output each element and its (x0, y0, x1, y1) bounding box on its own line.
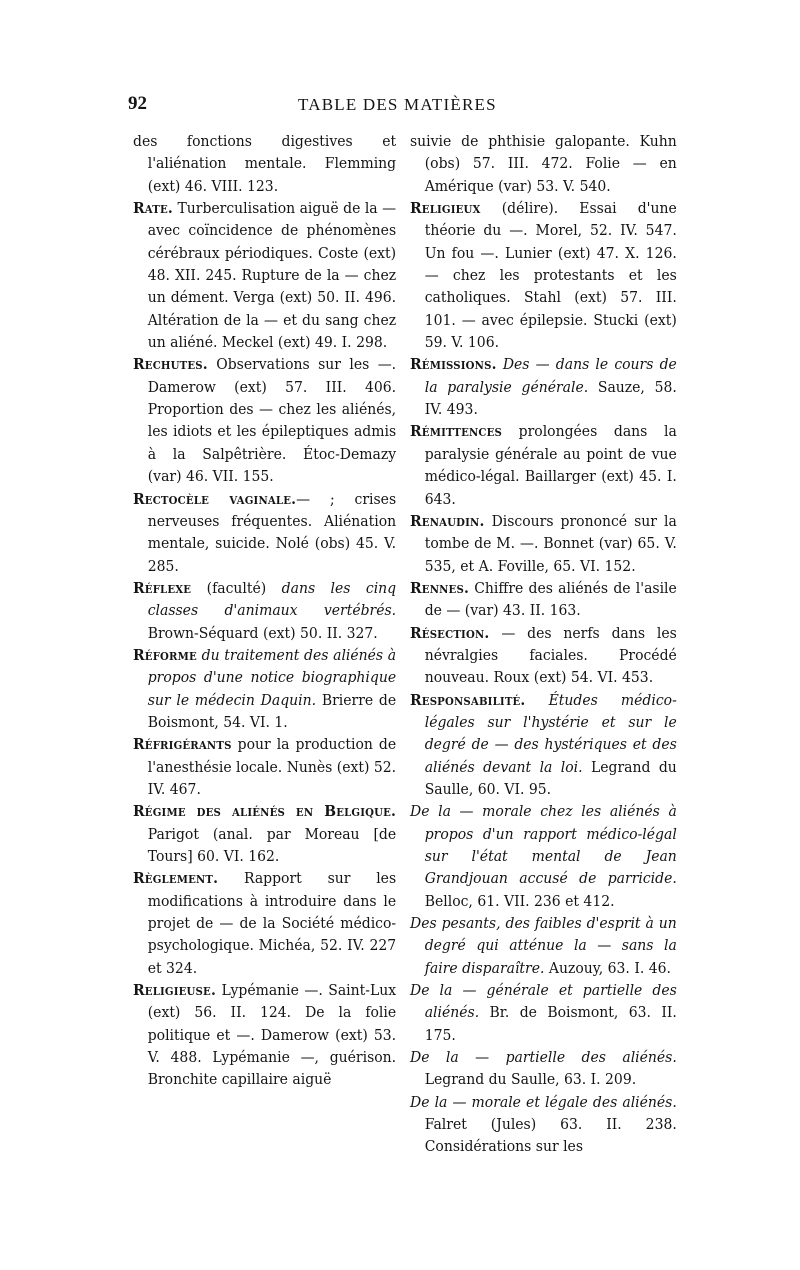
entry-reference: Brierre de Boismont, 54. VI. 1. (147, 690, 397, 731)
entry-reference: Brown-Séquard (ext) 50. II. 327. (147, 623, 378, 642)
entry-headword: Rechutes. (133, 355, 208, 374)
entry-italic-text: dans les cinq classes d'animaux vertébrés. (147, 578, 397, 620)
index-entry (133, 644, 396, 733)
entry-headword: Responsabilité. (410, 690, 526, 709)
entry-headword: Rémissions. (410, 355, 497, 374)
index-entry (133, 979, 396, 1091)
index-column-left (133, 130, 396, 1091)
entry-headword: Règlement. (133, 869, 219, 888)
entry-reference: Br. de Boismont, 63. II. 175. (424, 1003, 677, 1044)
index-column-right (410, 130, 677, 1158)
index-entry (410, 577, 677, 622)
entry-text: — des nerfs dans les névralgies faciales. Procédé nouveau. Roux (ext) 54. VI. 453. (424, 623, 677, 687)
index-entry (410, 689, 677, 801)
entry-reference: Belloc, 61. VII. 236 et 412. (424, 891, 615, 910)
entry-italic-text: Études médico-légales sur l'hystérie et sur le degré de — des hystériques et des aliénés devant la loi. (424, 690, 677, 776)
entry-text (525, 691, 548, 709)
entry-headword: Renaudin. (410, 511, 485, 530)
entry-text: Rapport sur les modifications à introduire dans le projet de — de la Société médico-psychologique. Michéa, 52. IV. 227 et 324. (147, 869, 397, 977)
index-entry (410, 130, 677, 197)
entry-text: — ; crises nerveuses fréquentes. Aliénation mentale, suicide. Nolé (obs) 45. V. 285. (147, 489, 397, 575)
index-entry (133, 577, 396, 644)
entry-headword: Réflexe (133, 578, 192, 597)
index-entry (133, 733, 396, 800)
entry-italic-text: Des pesants, des faibles d'esprit à un degré qui atténue la — sans la faire disparaître. (410, 914, 677, 977)
entry-text: prolongées dans la paralysie générale au point de vue médico-légal. Baillarger (ext) 45. I. 643. (424, 422, 677, 508)
page-number: 92 (128, 93, 147, 114)
running-head (128, 93, 672, 119)
index-entry (133, 867, 396, 979)
entry-text: des fonctions digestives et l'aliénation mentale. Flemming (ext) 46. VIII. 123. (133, 132, 397, 195)
entry-text: Parigot (anal. par Moreau [de Tours] 60. VI. 162. (147, 824, 397, 865)
entry-headword: Résection. (410, 623, 490, 642)
index-entry (410, 353, 677, 420)
index-entry (410, 622, 677, 689)
entry-reference: Sauze, 58. IV. 493. (424, 377, 677, 419)
index-entry (133, 488, 396, 577)
entry-text: (faculté) (191, 578, 282, 597)
index-entry (133, 197, 396, 353)
entry-italic-text: De la — générale et partielle des aliénés. (410, 981, 677, 1022)
entry-text: (délire). Essai d'une théorie du —. Morel, 52. IV. 547. Un fou —. Lunier (ext) 47. X. 126. — chez les protestants et les catholiques. Stahl (ext) 57. III. 101. — avec épilepsie. Stucki (ext) 59. V. 106. (424, 199, 677, 352)
entry-text: Discours prononcé sur la tombe de M. —. Bonnet (var) 65. V. 535, et A. Foville, 65. VI. 152. (424, 511, 677, 575)
entry-headword: Religieuse. (133, 981, 217, 1000)
entry-italic-text: du traitement des aliénés à propos d'une notice biographique sur le médecin Daquin. (147, 645, 397, 709)
entry-headword: Rennes. (410, 578, 470, 597)
index-entry (410, 800, 677, 912)
entry-italic-text: De la — morale et légale des aliénés. (410, 1092, 677, 1111)
index-entry (133, 800, 396, 867)
index-entry (410, 510, 677, 577)
entry-italic-text: De la — morale chez les aliénés à propos d'un rapport médico-légal sur l'état mental de Jean Grandjouan accusé de parricide. (410, 802, 677, 888)
entry-headword: Réforme (133, 645, 197, 664)
index-entry (410, 912, 677, 979)
entry-reference: Legrand du Saulle, 63. I. 209. (424, 1070, 637, 1089)
entry-text: Lypémanie —. Saint-Lux (ext) 56. II. 124. De la folie politique et —. Damerow (ext) 53. V. 488. Lypémanie —, guérison. Bronchite capillaire aiguë (147, 981, 397, 1089)
index-entry (410, 1046, 677, 1091)
entry-headword: Rémittences (410, 422, 503, 441)
entry-reference: Falret (Jules) 63. II. 238. Considérations sur les (424, 1115, 677, 1156)
entry-headword: Rate. (133, 199, 173, 218)
entry-headword: Réfrigérants (133, 735, 232, 754)
entry-text: Chiffre des aliénés de l'asile de — (var) 43. II. 163. (424, 578, 677, 620)
entry-text: Observations sur les —. Damerow (ext) 57. III. 406. Proportion des — chez les aliénés, les idiots et les épileptiques admis à la Salpêtrière. Étoc-Demazy (var) 46. VII. 155. (147, 355, 397, 486)
index-entry (410, 1091, 677, 1158)
index-entry (410, 420, 677, 509)
index-entry (133, 353, 396, 487)
index-entry (410, 979, 677, 1046)
entry-italic-text: Des — dans le cours de la paralysie générale. (424, 355, 677, 396)
entry-headword: Rectocèle vaginale. (133, 489, 297, 508)
index-entry (410, 197, 677, 353)
entry-reference: Legrand du Saulle, 60. VI. 95. (424, 757, 677, 798)
entry-italic-text: De la — partielle des aliénés. (410, 1048, 677, 1067)
entry-reference: Auzouy, 63. I. 46. (544, 958, 671, 977)
entry-text: pour la production de l'anesthésie locale. Nunès (ext) 52. IV. 467. (147, 735, 397, 798)
entry-text: Turberculisation aiguë de la — avec coïncidence de phénomènes cérébraux périodiques. Coste (ext) 48. XII. 245. Rupture de la — chez un dément. Verga (ext) 50. II. 496. Altération de la — et du sang chez un aliéné. Meckel (ext) 49. I. 298. (147, 199, 397, 352)
page-title: TABLE DES MATIÈRES (298, 95, 497, 114)
entry-headword: Régime des aliénés en Belgique. (133, 802, 397, 821)
entry-text: suivie de phthisie galopante. Kuhn (obs) 57. III. 472. Folie — en Amérique (var) 53. V. 540. (410, 132, 677, 195)
entry-headword: Religieux (410, 199, 481, 218)
index-entry (133, 130, 396, 197)
